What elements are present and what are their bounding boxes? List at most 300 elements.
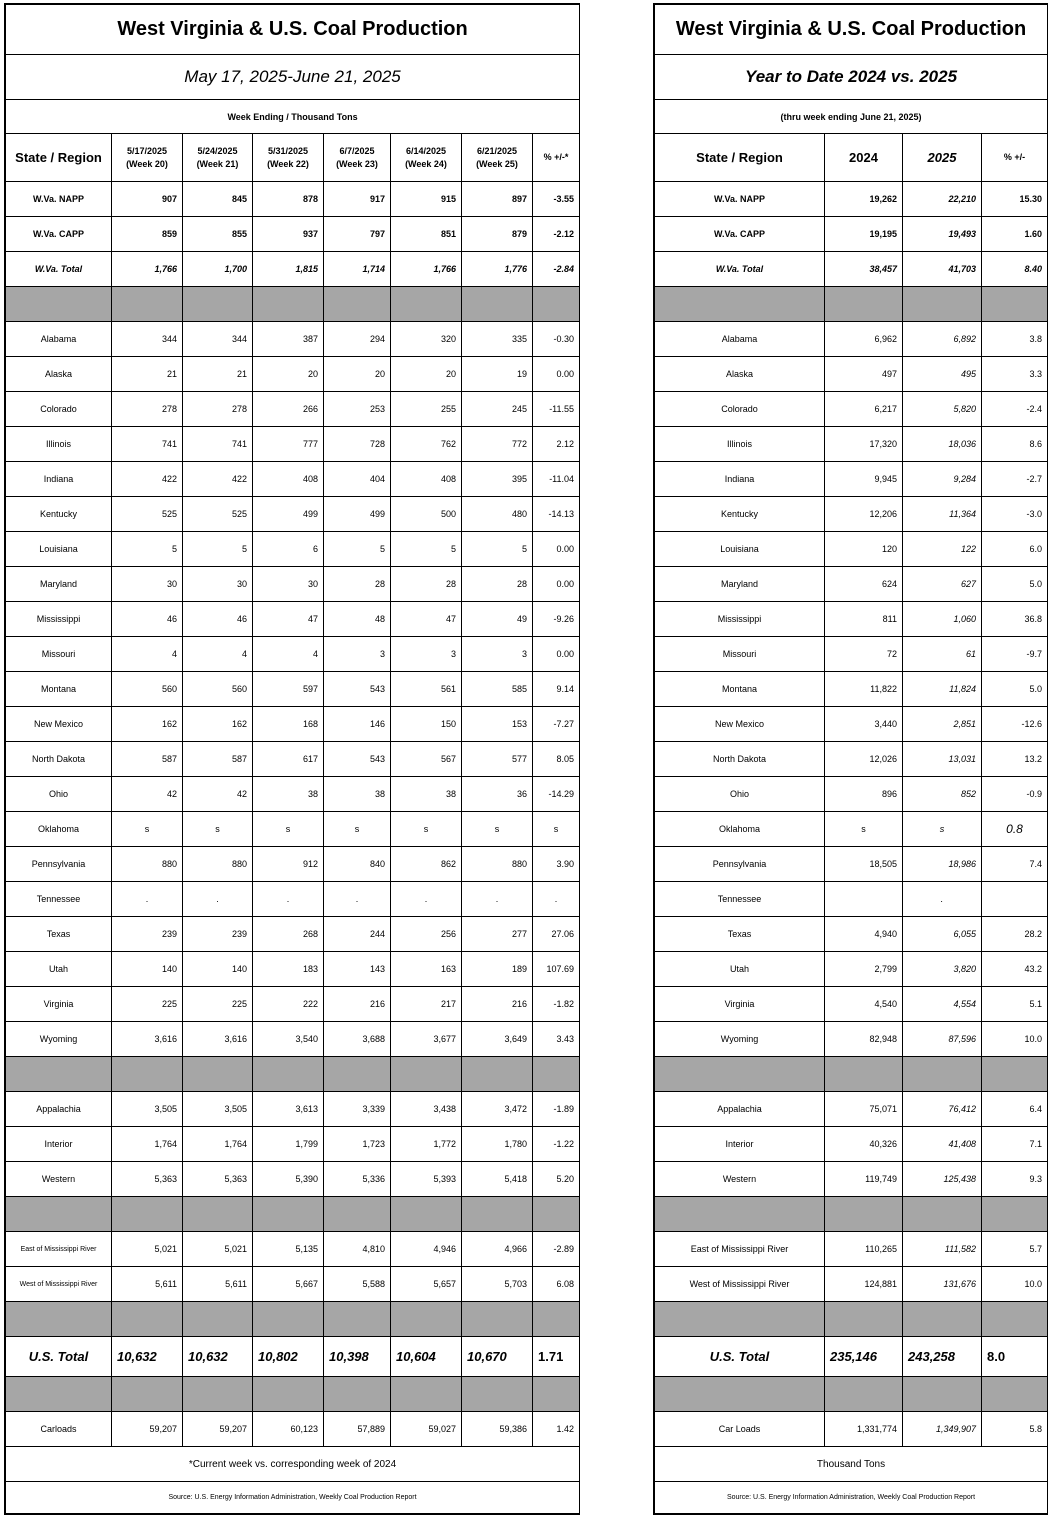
separator-row: [6, 287, 580, 322]
cell-value: 0.00: [533, 637, 580, 672]
cell-value: 110,265: [825, 1232, 903, 1267]
cell-value: 19: [462, 357, 533, 392]
cell-value: 9,945: [825, 462, 903, 497]
cell-value: -0.9: [982, 777, 1048, 812]
separator-cell: [391, 1377, 462, 1412]
separator-row: [655, 1302, 1048, 1337]
cell-value: 143: [324, 952, 391, 987]
cell-value: -0.30: [533, 322, 580, 357]
cell-value: 3,616: [183, 1022, 253, 1057]
row-label-north-dakota: North Dakota: [6, 742, 112, 777]
cell-value: 480: [462, 497, 533, 532]
cell-value: 256: [391, 917, 462, 952]
cell-value: 10,632: [112, 1337, 183, 1377]
cell-value: 10,802: [253, 1337, 324, 1377]
cell-value: 30: [253, 567, 324, 602]
cell-value: 47: [253, 602, 324, 637]
row-label-w-va-napp: W.Va. NAPP: [655, 182, 825, 217]
table-row: [655, 532, 1048, 567]
separator-cell: [655, 1377, 825, 1412]
cell-value: .: [391, 882, 462, 917]
separator-cell: [462, 1057, 533, 1092]
row-label-appalachia: Appalachia: [6, 1092, 112, 1127]
cell-value: 59,027: [391, 1412, 462, 1447]
table-row: [655, 252, 1048, 287]
separator-cell: [462, 1197, 533, 1232]
row-label-missouri: Missouri: [655, 637, 825, 672]
separator-cell: [183, 1197, 253, 1232]
cell-value: 762: [391, 427, 462, 462]
right-header-row: [655, 134, 1048, 182]
row-label-indiana: Indiana: [6, 462, 112, 497]
cell-value: s: [183, 812, 253, 847]
right-subtitle: Year to Date 2024 vs. 2025: [655, 55, 1048, 100]
row-label-louisiana: Louisiana: [6, 532, 112, 567]
weekly-production-table: [4, 3, 580, 1515]
table-row: [655, 672, 1048, 707]
row-label-illinois: Illinois: [655, 427, 825, 462]
table-row: [6, 322, 580, 357]
cell-value: 741: [183, 427, 253, 462]
cell-value: 28: [391, 567, 462, 602]
separator-cell: [112, 1302, 183, 1337]
cell-value: 6,055: [903, 917, 982, 952]
cell-value: 587: [112, 742, 183, 777]
left-title: West Virginia & U.S. Coal Production: [6, 5, 580, 55]
cell-value: 60,123: [253, 1412, 324, 1447]
cell-value: 13,031: [903, 742, 982, 777]
cell-value: -14.29: [533, 777, 580, 812]
cell-value: .: [462, 882, 533, 917]
cell-value: s: [903, 812, 982, 847]
cell-value: 6,892: [903, 322, 982, 357]
cell-value: 5.20: [533, 1162, 580, 1197]
cell-value: -2.89: [533, 1232, 580, 1267]
cell-value: 10,670: [462, 1337, 533, 1377]
cell-value: 59,207: [183, 1412, 253, 1447]
cell-value: 777: [253, 427, 324, 462]
row-label-east-of-mississippi-river: East of Mississippi River: [655, 1232, 825, 1267]
cell-value: 28.2: [982, 917, 1048, 952]
table-row: [655, 497, 1048, 532]
separator-row: [6, 1197, 580, 1232]
cell-value: 1,764: [183, 1127, 253, 1162]
cell-value: 525: [183, 497, 253, 532]
cell-value: 395: [462, 462, 533, 497]
cell-value: .: [903, 882, 982, 917]
cell-value: 5.8: [982, 1412, 1048, 1447]
cell-value: 5,021: [183, 1232, 253, 1267]
cell-value: 30: [183, 567, 253, 602]
table-row: [6, 392, 580, 427]
row-label-east-of-mississippi-river: East of Mississippi River: [6, 1232, 112, 1267]
table-row: [6, 357, 580, 392]
cell-value: 12,026: [825, 742, 903, 777]
row-label-new-mexico: New Mexico: [655, 707, 825, 742]
cell-value: 12,206: [825, 497, 903, 532]
cell-value: 880: [462, 847, 533, 882]
separator-cell: [655, 1197, 825, 1232]
cell-value: 20: [253, 357, 324, 392]
cell-value: 72: [825, 637, 903, 672]
row-label-colorado: Colorado: [6, 392, 112, 427]
table-row: [6, 532, 580, 567]
cell-value: -2.7: [982, 462, 1048, 497]
cell-value: 0.00: [533, 532, 580, 567]
cell-value: 268: [253, 917, 324, 952]
cell-value: 253: [324, 392, 391, 427]
cell-value: 5,667: [253, 1267, 324, 1302]
table-row: [655, 1092, 1048, 1127]
cell-value: 278: [183, 392, 253, 427]
cell-value: 915: [391, 182, 462, 217]
table-row: [655, 217, 1048, 252]
cell-value: 422: [183, 462, 253, 497]
table-row: [6, 1092, 580, 1127]
row-label-texas: Texas: [655, 917, 825, 952]
cell-value: 7.4: [982, 847, 1048, 882]
cell-value: 5,336: [324, 1162, 391, 1197]
cell-value: 278: [112, 392, 183, 427]
row-label-tennessee: Tennessee: [6, 882, 112, 917]
table-row: [6, 1412, 580, 1447]
cell-value: -1.82: [533, 987, 580, 1022]
separator-cell: [825, 1197, 903, 1232]
cell-value: 9.14: [533, 672, 580, 707]
cell-value: 797: [324, 217, 391, 252]
row-label-mississippi: Mississippi: [655, 602, 825, 637]
table-row: [655, 707, 1048, 742]
row-label-virginia: Virginia: [655, 987, 825, 1022]
cell-value: 28: [324, 567, 391, 602]
cell-value: 772: [462, 427, 533, 462]
separator-cell: [324, 287, 391, 322]
table-row: [6, 1337, 580, 1377]
table-row: [655, 182, 1048, 217]
row-label-west-of-mississippi-river: West of Mississippi River: [6, 1267, 112, 1302]
cell-value: 845: [183, 182, 253, 217]
header-week-20: 5/17/2025 (Week 20): [112, 134, 183, 182]
cell-value: 13.2: [982, 742, 1048, 777]
cell-value: 4,966: [462, 1232, 533, 1267]
cell-value: 3.43: [533, 1022, 580, 1057]
cell-value: 42: [183, 777, 253, 812]
cell-value: 320: [391, 322, 462, 357]
cell-value: 3.8: [982, 322, 1048, 357]
cell-value: 560: [183, 672, 253, 707]
header-2025: 2025: [903, 134, 982, 182]
cell-value: 76,412: [903, 1092, 982, 1127]
cell-value: 3,339: [324, 1092, 391, 1127]
cell-value: 21: [112, 357, 183, 392]
cell-value: 880: [112, 847, 183, 882]
cell-value: 3,505: [183, 1092, 253, 1127]
table-row: [655, 812, 1048, 847]
separator-cell: [462, 287, 533, 322]
row-label-west-of-mississippi-river: West of Mississippi River: [655, 1267, 825, 1302]
cell-value: 6.0: [982, 532, 1048, 567]
cell-value: 1,776: [462, 252, 533, 287]
cell-value: s: [391, 812, 462, 847]
cell-value: 266: [253, 392, 324, 427]
row-label-wyoming: Wyoming: [655, 1022, 825, 1057]
cell-value: 217: [391, 987, 462, 1022]
cell-value: [825, 882, 903, 917]
cell-value: 124,881: [825, 1267, 903, 1302]
separator-cell: [982, 1197, 1048, 1232]
cell-value: 131,676: [903, 1267, 982, 1302]
cell-value: 10.0: [982, 1022, 1048, 1057]
table-row: [655, 392, 1048, 427]
cell-value: .: [533, 882, 580, 917]
row-label-pennsylvania: Pennsylvania: [655, 847, 825, 882]
separator-cell: [533, 287, 580, 322]
separator-cell: [391, 1197, 462, 1232]
table-row: [655, 462, 1048, 497]
table-row: [655, 322, 1048, 357]
cell-value: 2,799: [825, 952, 903, 987]
cell-value: 585: [462, 672, 533, 707]
table-row: [6, 1232, 580, 1267]
table-row: [6, 882, 580, 917]
cell-value: 896: [825, 777, 903, 812]
cell-value: 3: [324, 637, 391, 672]
cell-value: 3,688: [324, 1022, 391, 1057]
table-row: [655, 777, 1048, 812]
cell-value: 577: [462, 742, 533, 777]
separator-row: [655, 1057, 1048, 1092]
cell-value: 43.2: [982, 952, 1048, 987]
cell-value: 3: [462, 637, 533, 672]
cell-value: 560: [112, 672, 183, 707]
cell-value: 3,613: [253, 1092, 324, 1127]
row-label-utah: Utah: [6, 952, 112, 987]
cell-value: 500: [391, 497, 462, 532]
cell-value: 61: [903, 637, 982, 672]
table-row: [6, 917, 580, 952]
cell-value: 6.4: [982, 1092, 1048, 1127]
cell-value: -1.22: [533, 1127, 580, 1162]
separator-cell: [253, 1057, 324, 1092]
row-label-colorado: Colorado: [655, 392, 825, 427]
row-label-tennessee: Tennessee: [655, 882, 825, 917]
separator-cell: [825, 287, 903, 322]
separator-row: [6, 1377, 580, 1412]
row-label-new-mexico: New Mexico: [6, 707, 112, 742]
cell-value: 4,946: [391, 1232, 462, 1267]
cell-value: 4,554: [903, 987, 982, 1022]
cell-value: 6,962: [825, 322, 903, 357]
separator-row: [655, 1377, 1048, 1412]
row-label-appalachia: Appalachia: [655, 1092, 825, 1127]
row-label-w-va-total: W.Va. Total: [655, 252, 825, 287]
header-week-25: 6/21/2025 (Week 25): [462, 134, 533, 182]
cell-value: 1,060: [903, 602, 982, 637]
cell-value: 294: [324, 322, 391, 357]
cell-value: 49: [462, 602, 533, 637]
separator-cell: [655, 1057, 825, 1092]
cell-value: 617: [253, 742, 324, 777]
row-label-pennsylvania: Pennsylvania: [6, 847, 112, 882]
row-label-alabama: Alabama: [6, 322, 112, 357]
cell-value: 5.0: [982, 567, 1048, 602]
cell-value: 0.00: [533, 357, 580, 392]
cell-value: 277: [462, 917, 533, 952]
table-row: [655, 847, 1048, 882]
cell-value: 1,714: [324, 252, 391, 287]
cell-value: 912: [253, 847, 324, 882]
cell-value: 862: [391, 847, 462, 882]
header-pct-change: % +/-*: [533, 134, 580, 182]
cell-value: 907: [112, 182, 183, 217]
table-row: [655, 427, 1048, 462]
cell-value: -11.55: [533, 392, 580, 427]
left-unit-label: Week Ending / Thousand Tons: [6, 100, 580, 134]
cell-value: 897: [462, 182, 533, 217]
right-title: West Virginia & U.S. Coal Production: [655, 5, 1048, 55]
cell-value: 5,588: [324, 1267, 391, 1302]
cell-value: 878: [253, 182, 324, 217]
row-label-oklahoma: Oklahoma: [6, 812, 112, 847]
table-row: [6, 742, 580, 777]
cell-value: 5,393: [391, 1162, 462, 1197]
cell-value: 8.6: [982, 427, 1048, 462]
table-row: [6, 497, 580, 532]
cell-value: 183: [253, 952, 324, 987]
cell-value: 5,611: [183, 1267, 253, 1302]
row-label-utah: Utah: [655, 952, 825, 987]
cell-value: 499: [324, 497, 391, 532]
cell-value: 499: [253, 497, 324, 532]
cell-value: 9,284: [903, 462, 982, 497]
cell-value: 140: [183, 952, 253, 987]
cell-value: 36: [462, 777, 533, 812]
cell-value: 18,505: [825, 847, 903, 882]
table-row: [655, 357, 1048, 392]
separator-cell: [825, 1302, 903, 1337]
cell-value: 10,632: [183, 1337, 253, 1377]
cell-value: 5: [183, 532, 253, 567]
cell-value: 6.08: [533, 1267, 580, 1302]
separator-cell: [253, 287, 324, 322]
cell-value: 0.00: [533, 567, 580, 602]
row-label-louisiana: Louisiana: [655, 532, 825, 567]
separator-cell: [903, 1377, 982, 1412]
cell-value: 344: [112, 322, 183, 357]
cell-value: 880: [183, 847, 253, 882]
source-note: Source: U.S. Energy Information Administration, Weekly Coal Production Report: [6, 1482, 580, 1514]
cell-value: -3.0: [982, 497, 1048, 532]
cell-value: 11,822: [825, 672, 903, 707]
cell-value: 3,540: [253, 1022, 324, 1057]
separator-row: [6, 1302, 580, 1337]
row-label-montana: Montana: [655, 672, 825, 707]
cell-value: 19,262: [825, 182, 903, 217]
cell-value: 10,398: [324, 1337, 391, 1377]
cell-value: 38: [391, 777, 462, 812]
separator-cell: [6, 1197, 112, 1232]
cell-value: 2,851: [903, 707, 982, 742]
cell-value: 3,649: [462, 1022, 533, 1057]
cell-value: 1,772: [391, 1127, 462, 1162]
separator-cell: [655, 287, 825, 322]
cell-value: 162: [112, 707, 183, 742]
cell-value: 36.8: [982, 602, 1048, 637]
cell-value: 82,948: [825, 1022, 903, 1057]
cell-value: 41,408: [903, 1127, 982, 1162]
cell-value: 48: [324, 602, 391, 637]
cell-value: 122: [903, 532, 982, 567]
cell-value: 1.60: [982, 217, 1048, 252]
cell-value: 597: [253, 672, 324, 707]
cell-value: 3: [391, 637, 462, 672]
cell-value: 851: [391, 217, 462, 252]
cell-value: 543: [324, 672, 391, 707]
row-label-w-va-capp: W.Va. CAPP: [6, 217, 112, 252]
cell-value: 150: [391, 707, 462, 742]
cell-value: 811: [825, 602, 903, 637]
separator-cell: [982, 1377, 1048, 1412]
cell-value: 1,700: [183, 252, 253, 287]
cell-value: 404: [324, 462, 391, 497]
cell-value: 6,217: [825, 392, 903, 427]
cell-value: -12.6: [982, 707, 1048, 742]
table-row: [6, 1127, 580, 1162]
table-row: [6, 672, 580, 707]
cell-value: 153: [462, 707, 533, 742]
cell-value: 111,582: [903, 1232, 982, 1267]
cell-value: 2.12: [533, 427, 580, 462]
cell-value: -2.4: [982, 392, 1048, 427]
cell-value: 3,438: [391, 1092, 462, 1127]
cell-value: 387: [253, 322, 324, 357]
table-row: [6, 777, 580, 812]
separator-cell: [533, 1197, 580, 1232]
row-label-mississippi: Mississippi: [6, 602, 112, 637]
table-row: [655, 602, 1048, 637]
table-row: [6, 637, 580, 672]
cell-value: 146: [324, 707, 391, 742]
cell-value: s: [324, 812, 391, 847]
cell-value: 59,386: [462, 1412, 533, 1447]
table-row: [6, 217, 580, 252]
cell-value: -3.55: [533, 182, 580, 217]
cell-value: 1,766: [112, 252, 183, 287]
table-row: [655, 987, 1048, 1022]
separator-cell: [112, 287, 183, 322]
separator-cell: [533, 1302, 580, 1337]
separator-cell: [533, 1057, 580, 1092]
cell-value: .: [253, 882, 324, 917]
table-row: [6, 252, 580, 287]
separator-cell: [183, 287, 253, 322]
separator-cell: [462, 1377, 533, 1412]
separator-cell: [183, 1302, 253, 1337]
cell-value: 125,438: [903, 1162, 982, 1197]
table-row: [655, 1412, 1048, 1447]
cell-value: 75,071: [825, 1092, 903, 1127]
cell-value: 1.71: [533, 1337, 580, 1377]
cell-value: 728: [324, 427, 391, 462]
cell-value: 20: [324, 357, 391, 392]
cell-value: 8.40: [982, 252, 1048, 287]
table-row: [6, 1267, 580, 1302]
cell-value: s: [533, 812, 580, 847]
cell-value: 140: [112, 952, 183, 987]
cell-value: 422: [112, 462, 183, 497]
separator-cell: [253, 1377, 324, 1412]
cell-value: 38: [324, 777, 391, 812]
